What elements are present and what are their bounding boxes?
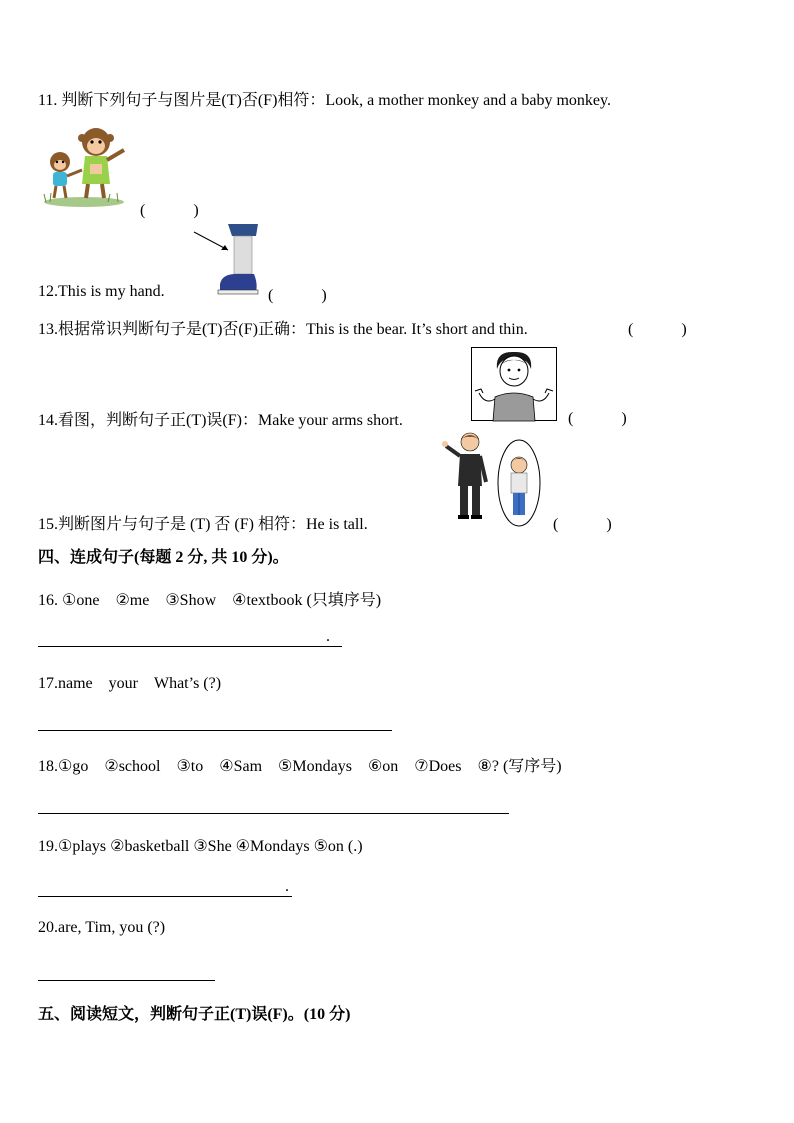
q11-text: 11. 判断下列句子与图片是(T)否(F)相符：Look, a mother monkey and a baby monkey. bbox=[38, 92, 611, 109]
q17-text: 17.name your What’s (?) bbox=[38, 675, 222, 692]
q13-text: 13.根据常识判断句子是(T)否(F)正确：This is the bear. It’s short and thin. bbox=[38, 321, 528, 338]
q17-answer-line[interactable] bbox=[38, 730, 392, 731]
leg-shoe-illustration bbox=[190, 222, 260, 300]
q18-text: 18.①go ②school ③to ④Sam ⑤Mondays ⑥on ⑦Does ⑧? (写序号) bbox=[38, 758, 562, 775]
q16-answer-line[interactable] bbox=[38, 646, 342, 647]
q16-period: . bbox=[326, 628, 330, 645]
q14-text: 14.看图，判断句子正(T)误(F)：Make your arms short. bbox=[38, 412, 403, 429]
q12-text: 12.This is my hand. bbox=[38, 283, 165, 300]
q19-answer-line[interactable] bbox=[38, 896, 292, 897]
monkeys-illustration bbox=[38, 122, 130, 208]
q19-period: . bbox=[285, 878, 289, 895]
q15-text: 15.判断图片与句子是 (T) 否 (F) 相符：He is tall. bbox=[38, 516, 368, 533]
boy-shrug-illustration bbox=[471, 347, 557, 421]
q19-text: 19.①plays ②basketball ③She ④Mondays ⑤on (.) bbox=[38, 838, 363, 855]
q12-answer-paren[interactable]: ( ) bbox=[268, 287, 327, 304]
q18-answer-line[interactable] bbox=[38, 813, 509, 814]
q20-text: 20.are, Tim, you (?) bbox=[38, 919, 166, 936]
boy-in-oval-illustration bbox=[497, 439, 541, 527]
q14-answer-paren[interactable]: ( ) bbox=[568, 410, 627, 427]
q20-answer-line[interactable] bbox=[38, 980, 215, 981]
section-4-heading: 四、连成句子(每题 2 分, 共 10 分)。 bbox=[38, 549, 289, 566]
section-5-heading: 五、阅读短文，判断句子正(T)误(F)。(10 分) bbox=[38, 1006, 351, 1023]
q16-text: 16. ①one ②me ③Show ④textbook (只填序号) bbox=[38, 592, 382, 609]
tall-man-illustration bbox=[440, 430, 492, 520]
q13-answer-paren[interactable]: ( ) bbox=[628, 321, 687, 338]
q15-answer-paren[interactable]: ( ) bbox=[553, 516, 612, 533]
q11-answer-paren[interactable]: ( ) bbox=[140, 202, 199, 219]
